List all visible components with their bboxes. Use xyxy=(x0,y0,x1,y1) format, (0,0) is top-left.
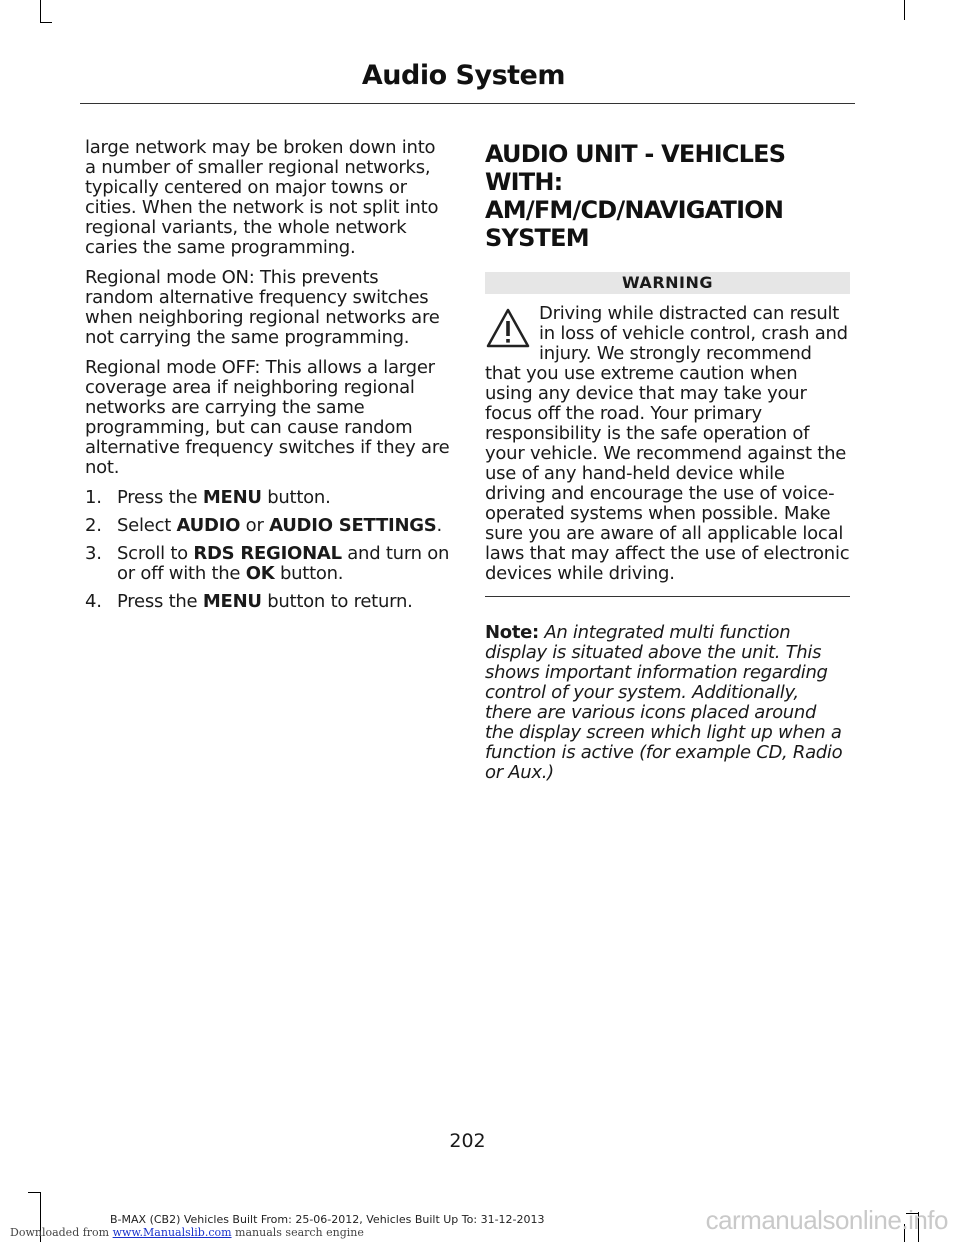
page-number: 202 xyxy=(449,1130,486,1152)
crop-mark xyxy=(40,22,52,23)
header-divider xyxy=(80,103,855,104)
step-keyword: OK xyxy=(245,563,275,584)
list-item xyxy=(85,516,450,536)
download-prefix: Downloaded from xyxy=(10,1226,113,1239)
step-keyword: MENU xyxy=(202,487,262,508)
section-title: AM/FM/CD/NAVIGATION xyxy=(485,196,784,224)
list-item xyxy=(85,592,450,612)
step-keyword: AUDIO xyxy=(176,515,241,536)
step-text: or xyxy=(240,515,270,536)
download-notice xyxy=(10,1226,364,1239)
section-title: SYSTEM xyxy=(485,224,589,252)
step-text: Press the xyxy=(117,591,203,612)
section-title: AUDIO UNIT - VEHICLES WITH: xyxy=(485,140,786,196)
list-item xyxy=(85,544,450,584)
step-text: Press the xyxy=(117,487,203,508)
paragraph: Regional mode OFF: This allows a larger coverage area if neighboring regional networks are carrying the same programming, but can cause random alternative frequency switches if they are not. xyxy=(85,357,450,478)
page-header-title: Audio System xyxy=(361,60,565,91)
crop-mark xyxy=(40,0,41,22)
step-text: button. xyxy=(274,563,344,584)
steps-list xyxy=(85,488,450,612)
paragraph: Regional mode ON: This prevents random alternative frequency switches when neighboring regional networks are not carrying the same programming. xyxy=(85,267,440,348)
note-label: Note: xyxy=(485,622,539,643)
warning-triangle-icon xyxy=(485,306,531,352)
warning-header: WARNING xyxy=(485,272,850,294)
download-suffix: manuals search engine xyxy=(231,1226,364,1239)
crop-mark xyxy=(904,0,905,20)
left-column xyxy=(85,138,450,620)
warning-text: Driving while distracted can result in loss of vehicle control, crash and injury. We strongly recommend that you use extreme caution when using any device that may take your focus off the road. Your primary responsibility is the safe operation of your vehicle. We recommend against the use of any hand-held device while driving and encourage the use of voice-operated systems when possible. Make sure you are aware of all applicable local laws that may affect the use of electronic devices while driving. xyxy=(485,303,850,584)
manualslib-link[interactable]: www.Manualslib.com xyxy=(112,1226,232,1239)
step-text: button. xyxy=(261,487,331,508)
vehicle-info: B-MAX (CB2) Vehicles Built From: 25-06-2012, Vehicles Built Up To: 31-12-2013 xyxy=(110,1213,545,1226)
warning-box xyxy=(485,304,850,584)
step-keyword: AUDIO SETTINGS xyxy=(269,515,437,536)
watermark: carmanualsonline.info xyxy=(705,1205,948,1235)
note-text: An integrated multi function display is situated above the unit. This shows important information regarding control of your system. Additionally, there are various icons placed around the display screen which light up when a function is active (for example CD, Radio or Aux.) xyxy=(485,622,843,783)
step-text: Select xyxy=(117,515,177,536)
step-number: 2. xyxy=(85,515,102,536)
list-item xyxy=(85,488,450,508)
step-text: and turn on or off with the xyxy=(117,543,450,584)
step-keyword: MENU xyxy=(202,591,262,612)
right-column xyxy=(485,140,850,783)
warning-divider xyxy=(485,596,850,597)
note xyxy=(485,623,850,783)
step-number: 1. xyxy=(85,487,102,508)
step-number: 4. xyxy=(85,591,102,612)
step-text: . xyxy=(436,515,442,536)
step-keyword: RDS REGIONAL xyxy=(193,543,342,564)
paragraph: large network may be broken down into a number of smaller regional networks, typically centered on major towns or cities. When the network is not split into regional variants, the whole network caries the same programming. xyxy=(85,137,439,258)
step-text: button to return. xyxy=(261,591,413,612)
step-text: Scroll to xyxy=(117,543,194,564)
step-number: 3. xyxy=(85,543,102,564)
crop-mark xyxy=(28,1192,40,1193)
